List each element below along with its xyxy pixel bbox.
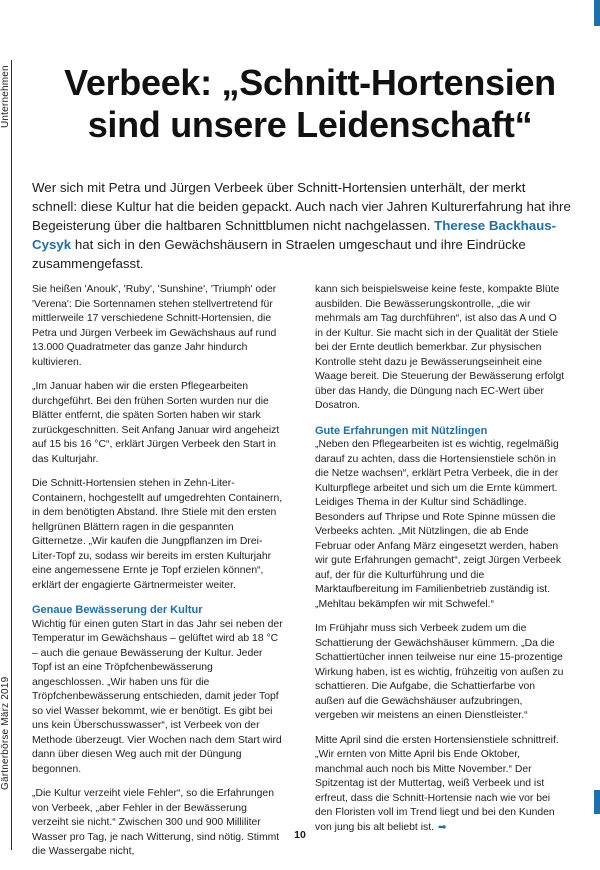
right-column <box>315 283 567 845</box>
paragraph: Wichtig für einen guten Start in das Jahr sei neben der Temperatur im Gewächshaus – gelüftet wird ab 18 °C – auch die genaue Bewässerung der Kultur. Jeder Topf ist an eine Tröpfchenbewässerung angeschlossen. „Wir haben uns für die Tröpfchenbewässerung entschieden, damit jeder Topf so viel Wasser bekommt, wie er benötigt. Es gibt bei uns kein Überschusswasser“, ist Verbeek von der Methode überzeugt. Vier Wochen nach dem Start wird dann über diesen Weg auch mit der Düngung begonnen. <box>32 618 283 775</box>
paragraph: Die Schnitt-Hortensien stehen in Zehn-Liter-Containern, hochgestellt auf umgedrehten Containern, in dem benötigten Abstand. Ihre Stiele mit den ersten hellgrünen Blättern ragen in die gespannten Gitternetze. „Wir kaufen die Jungpflanzen im Drei-Liter-Topf zu, sodass wir bereits im ersten Kulturjahr eine angemessene Ernte je Topf erzielen können“, erklärt der engagierte Gärtnermeister weiter. <box>32 478 283 591</box>
paragraph: Sie heißen 'Anouk', 'Ruby', 'Sunshine', 'Triumph' oder 'Verena': Die Sortennamen stehen stellvertretend für mittlerweile 17 verschiedene Schnitt-Hortensien, die Petra und Jürgen Verbeek im Gewächshaus auf rund 13.000 Quadratmeter das ganze Jahr hindurch kultivieren. <box>32 284 277 368</box>
section-label: Unternehmen <box>0 65 11 128</box>
accent-bottom-bar <box>594 790 600 814</box>
author-name: Therese Backhaus-Cysyk <box>32 218 557 252</box>
paragraph: Im Frühjahr muss sich Verbeek zudem um die Schattierung der Gewächshäuser kümmern. „Da die Schattiertücher innen teilweise nur eine 15-prozentige Wirkung haben, ist es wichtig, frühzeitig von außen zu schattieren. Die Aufgabe, die Schattierfarbe von außen auf die Gewächshäuser aufzubringen, vergeben wir meistens an einen Dienstleister.“ <box>315 623 564 721</box>
paragraph: „Neben den Pflegearbeiten ist es wichtig, regelmäßig darauf zu achten, dass die Hortensienstiele schön in die Netze wachsen“, erklärt Petra Verbeek, die in der Kulturpflege arbeitet und sich um die Ernte kümmert. Leidiges Thema in der Kultur sind Schädlinge. Besonders auf Thripse und Rote Spinne müssen die Verbeeks achten. „Mit Nützlingen, die ab Ende Februar oder Anfang März eingesetzt werden, haben wir gute Erfahrungen gemacht“, zeigt Jürgen Verbeek auf, der für die Kulturführung und die Marktaufbereitung im Familienbetrieb zuständig ist. „Mehltau bekämpfen wir mit Schwefel.“ <box>315 439 562 610</box>
paragraph: „Im Januar haben wir die ersten Pflegearbeiten durchgeführt. Bei den frühen Sorten wurden nur die Blätter entfernt, die späten Sorten haben wir stark zurückgeschnitten. Seit Anfang Januar wird angeheizt auf 15 bis 16 °C“, erklärt Jürgen Verbeek den Start in das Kulturjahr. <box>32 381 280 465</box>
paragraph-text: Mitte April sind die ersten Hortensienstiele schnittreif. „Wir ernten von Mitte April bis Ende Oktober, manchmal auch noch bis Mitte November.“ Der Spitzentag ist der Muttertag, weiß Verbeek und ist erfreut, dass die Schnitt-Hortensie nach wie vor bei den Floristen voll im Trend liegt und bei den Kunden von jung bis alt beliebt ist. <box>315 734 559 833</box>
lead-tail: hat sich in den Gewächshäusern in Straelen umgeschaut und ihre Eindrücke zusammengefasst. <box>32 237 526 271</box>
left-column <box>32 283 284 870</box>
accent-corner-bar <box>594 0 600 26</box>
title-line-2: sind unsere Leidenschaft“ <box>87 104 533 145</box>
paragraph <box>315 734 567 836</box>
paragraph: kann sich beispielsweise keine feste, kompakte Blüte ausbilden. Die Bewässerungskontrolle, „die wir mehrmals am Tag durchführen“, ist also das A und O in der Kultur. Sie macht sich in der Qualität der Stiele bei der Ernte deutlich bemerkbar. Zur physischen Kontrolle steht dazu je Bewässerungseinheit eine Waage bereit. Die Steuerung der Bewässerung erfolgt über das Handy, die Düngung nach EC-Wert über Dosatron. <box>315 284 565 411</box>
article-title <box>60 62 560 146</box>
lead-text: Wer sich mit Petra und Jürgen Verbeek über Schnitt-Hortensien unterhält, der merkt schnell: diese Kultur hat die beiden gepackt. Auch nach vier Jahren Kulturerfahrung hat ihre Begeisterung über die haltbaren Schnittblumen nicht nachgelassen. <box>32 180 571 233</box>
paragraph: „Die Kultur verzeiht viele Fehler“, so die Erfahrungen von Verbeek, „aber Fehler in der Bewässerung verzeiht sie nicht.“ Zwischen 300 und 900 Milliliter Wasser pro Tag, je nach Witterung, sind nötig. Stimmt die Wassergabe nicht, <box>32 788 280 857</box>
subheading: Gute Erfahrungen mit Nützlingen <box>315 424 488 437</box>
article-lead <box>32 178 572 273</box>
sidebar-rule <box>11 60 12 850</box>
continue-arrow-icon: ➡ <box>438 821 447 833</box>
issue-label: Gärtnerbörse März 2019 <box>0 676 11 790</box>
page-number: 10 <box>294 829 306 841</box>
subheading: Genaue Bewässerung der Kultur <box>32 604 203 616</box>
title-line-1: Verbeek: „Schnitt-Hortensien <box>64 62 556 103</box>
